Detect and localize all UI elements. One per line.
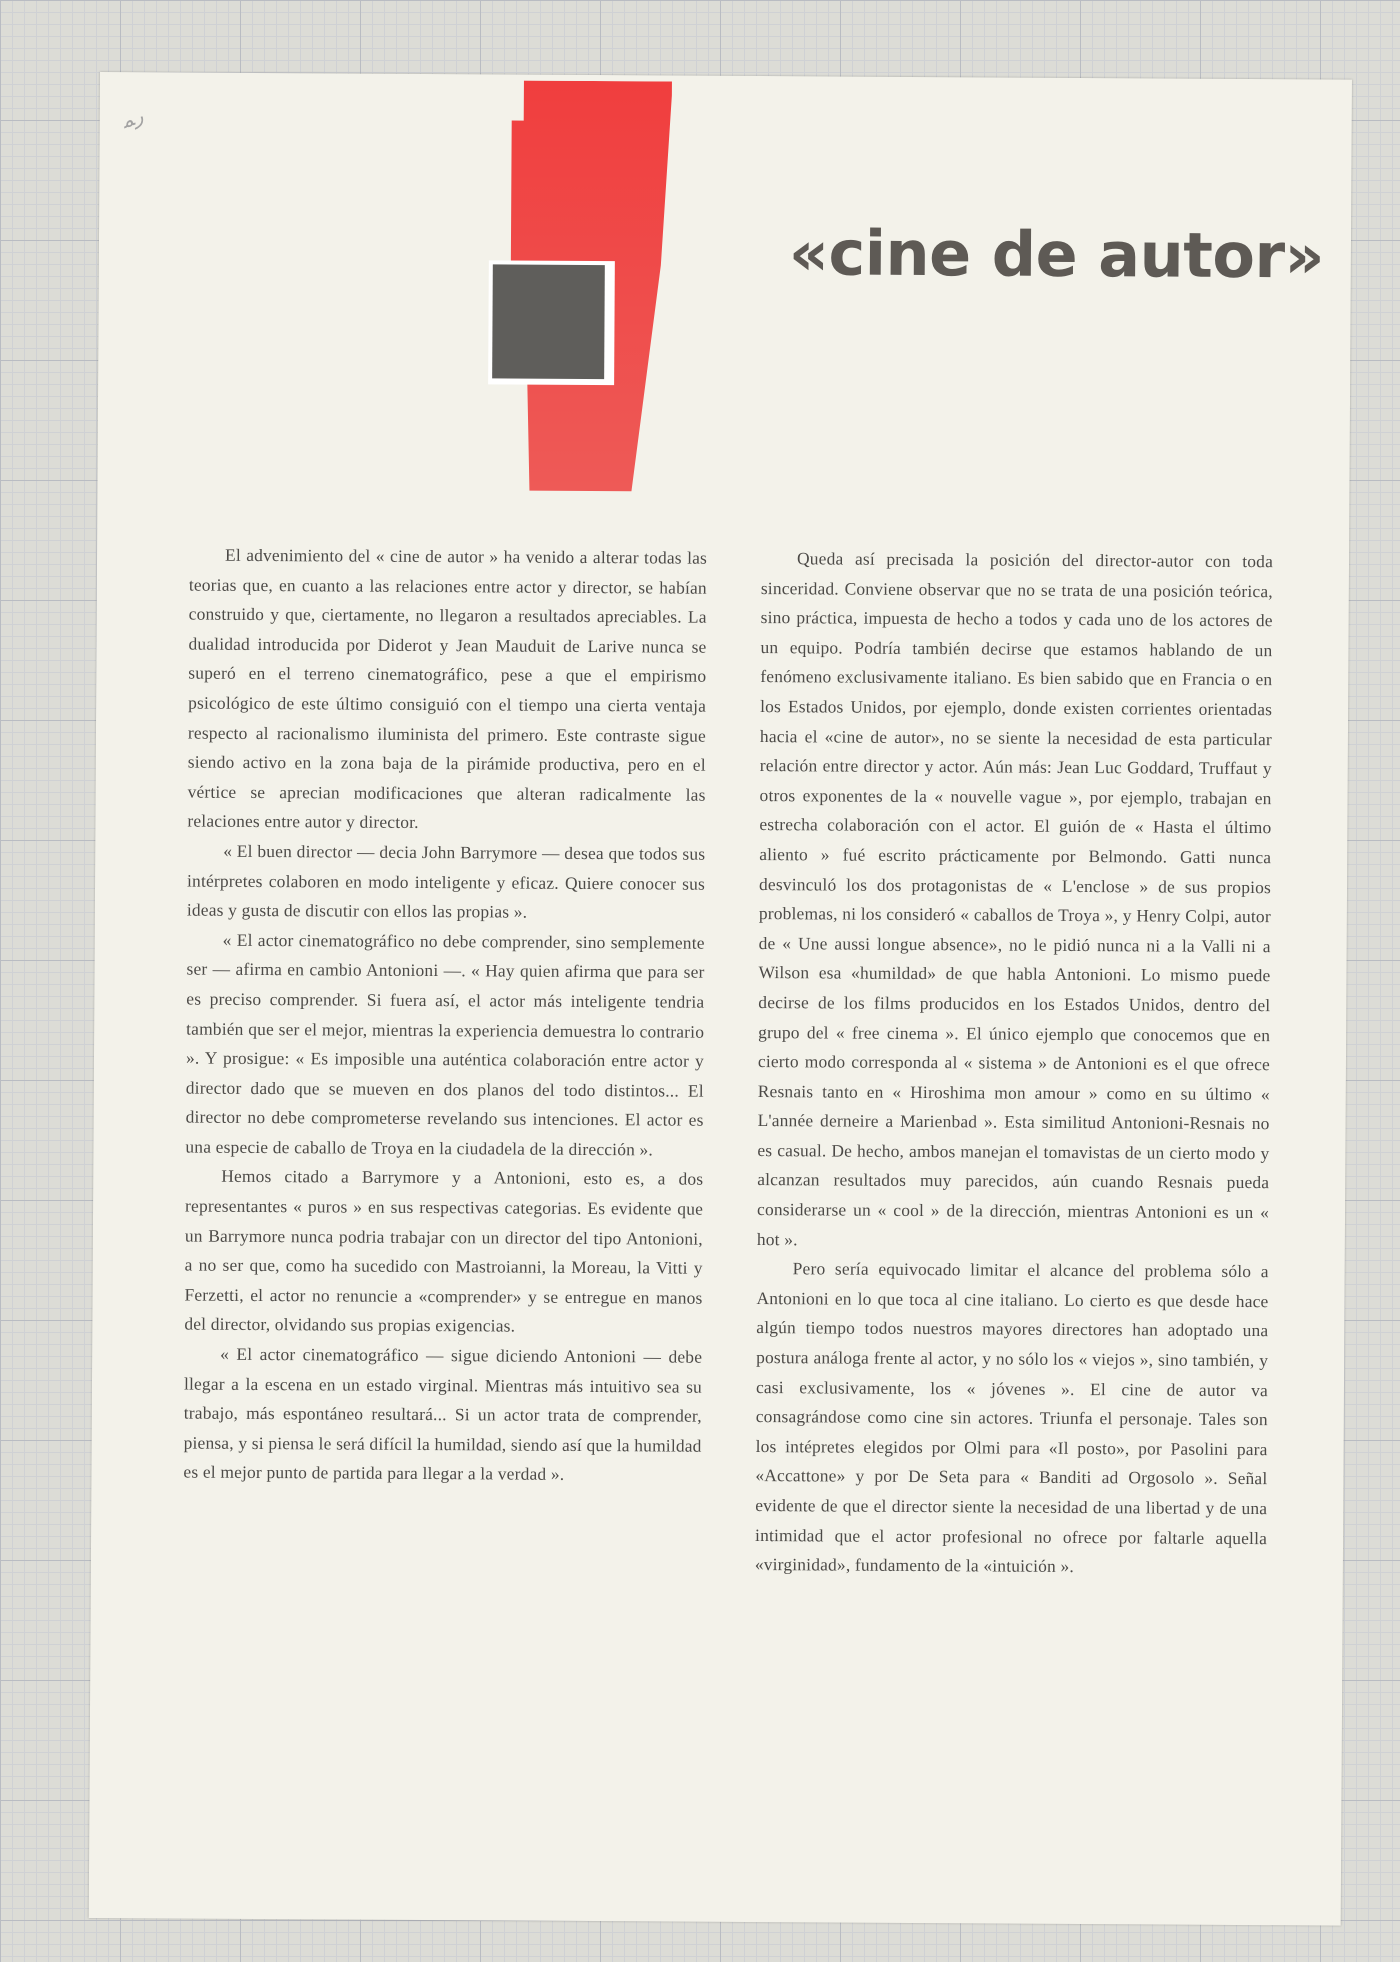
paragraph: « El actor cinematográfico — sigue diciendo Antonioni — debe llegar a la escena en un estado virginal. Mientras más intuitivo sea su trabajo, más espontáneo resultará... Si un actor trata de comprender, piensa, y si piensa le será difícil la humildad, siendo así que la humildad es el mejor punto de partida para llegar a la verdad ». [183, 1343, 703, 1485]
paragraph: Queda así precisada la posición del director-autor con toda sinceridad. Conviene observar que no se trata de una posición teórica, sino práctica, impuesta de hecho a todos y cada uno de los actores de un equipo. Podría también decirse que estamos hablando de un fenómeno exclusivamente italiano. Es bien sabido que en Francia o en los Estados Unidos, por ejemplo, donde existen corrientes orientadas hacia el «cine de autor», no se siente la necesidad de esta particular relación entre director y actor. Aún más: Jean Luc Goddard, Truffaut y otros exponentes de la « nouvelle vague », por ejemplo, trabajan en estrecha colaboración con el actor. El guión de « Hasta el último aliento » fué escrito prácticamente por Belmondo. Gatti nunca desvinculó los dos protagonistas de « L'enclose » de sus propios problemas, ni los consideró « caballos de Troya », y Henry Colpi, autor de « Une aussi longue absence», no le pidió nunca ni a la Valli ni a Wilson esa «humildad» de que habla Antonioni. Lo mismo puede decirse de los films producidos en los Estados Unidos, dentro del grupo del « free cinema ». El único ejemplo que conocemos que en cierto modo corresponda al « sistema » de Antonioni es el que ofrece Resnais tanto en « Hiroshima mon amour » como en su último « L'année derneire a Marienbad ». Esta similitud Antonioni-Resnais no es casual. De hecho, ambos manejan el tomavistas de un cierto modo y alcanzan resultados muy parecidos, aún cuando Resnais pueda considerarse un « cool » de la dirección, mientras Antonioni es un « hot ». [756, 548, 1274, 1249]
paper-sheet [89, 72, 1352, 1926]
paragraph: Hemos citado a Barrymore y a Antonioni, esto es, a dos representantes « puros » en sus respectivas categorias. Es evidente que un Barrymore nunca podria trabajar con un director del tipo Antonioni, a no ser que, como ha sucedido con Mastroianni, la Moreau, la Vitti y Ferzetti, el actor no renuncie a «comprender» y se entregue en manos del director, olvidando sus propias exigencias. [184, 1166, 704, 1336]
gray-square [492, 264, 605, 379]
left-column [183, 541, 707, 1491]
paragraph: « El actor cinematográfico no debe comprender, sino semplemente ser — afirma en cambio Antonioni —. « Hay quien afirma que para ser es preciso comprender. Si fuera así, el actor más inteligente tendria también que ser el mejor, mientras la experiencia demuestra lo contrario ». Y prosigue: « Es imposible una auténtica colaboración entre actor y director dado que se mueven en dos planos del todo distintos... El director no debe comprometerse revelando sus intenciones. El actor es una especie de caballo de Troya en la ciudadela de la dirección ». [185, 929, 705, 1160]
right-column [755, 544, 1273, 1583]
paragraph: El advenimiento del « cine de autor » ha venido a alterar todas las teorias que, en cuanto a las relaciones entre actor y director, se habían construido y que, ciertamente, no llegaron a resultados apreciables. La dualidad introducida por Diderot y Jean Mauduit de Larive nunca se superó en el terreno cinematográfico, pese a que el empirismo psicológico de este último consiguió con el tiempo una cierta ventaja respecto al racionalismo iluminista del primero. Este contraste sigue siendo activo en la zona baja de la pirámide productiva, pero en el vértice se aprecian modificaciones que alteran radicalmente las relaciones entre autor y director. [187, 544, 708, 833]
paragraph: Pero sería equivocado limitar el alcance del problema sólo a Antonioni en lo que toca al cine italiano. Lo cierto es que desde hace algún tiempo todos nuestros mayores directores han adoptado una postura análoga frente al actor, y no sólo los « viejos », sino también, y casi exclusivamente, los « jóvenes ». El cine de autor va consagrándose como cine sin actores. Triunfa el personaje. Tales son los intépretes elegidos por Olmi para «Il posto», por Pasolini para «Accattone» y por De Seta para « Banditi ad Orgosolo ». Señal evidente de que el director siente la necesidad de una libertad y de una intimidad que el actor profesional no ofrece por faltarle aquella «virginidad», fundamento de la «intuición ». [754, 1258, 1269, 1577]
page-title: «cine de autor» [788, 216, 1325, 293]
red-graphic-block [483, 80, 716, 501]
pencil-corner-mark: ﺭﻤ [118, 105, 147, 134]
paragraph: « El buen director — decia John Barrymore — desea que todos sus intérpretes colaboren en modo inteligente y eficaz. Quiere conocer sus ideas y gusta de discutir con ellos las propias ». [186, 840, 706, 922]
